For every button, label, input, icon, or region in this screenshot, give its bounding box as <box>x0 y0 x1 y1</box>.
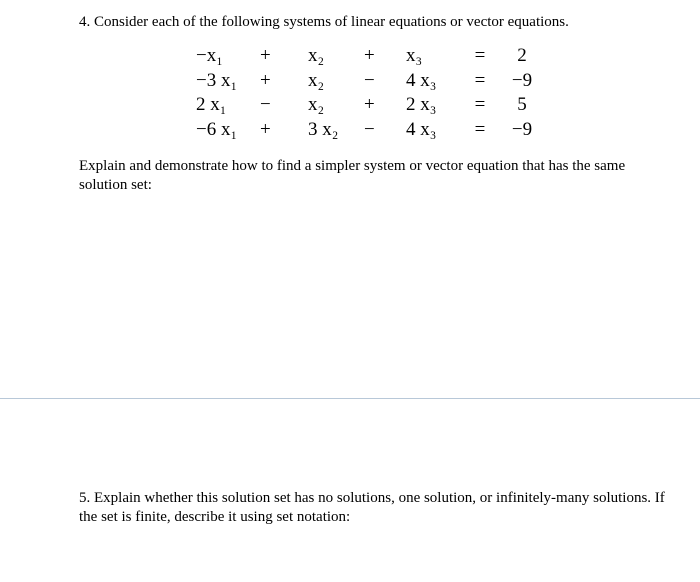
term-x1: −6 x₁ <box>196 118 238 140</box>
equation-row <box>196 118 542 143</box>
operator: + <box>364 45 375 66</box>
operator: + <box>260 118 271 140</box>
question-5-prompt: 5. Explain whether this solution set has no solutions, one solution, or infinitely-many solutions. If the set is finite, describe it using set notation: <box>79 490 665 525</box>
term-x3: 4 x₃ <box>406 69 437 91</box>
equation-row <box>196 44 542 69</box>
operator: − <box>260 94 271 115</box>
operator: − <box>364 69 375 91</box>
operator: + <box>260 69 271 91</box>
equals-sign: = <box>474 118 486 140</box>
operator: − <box>364 118 375 140</box>
section-divider <box>0 398 700 399</box>
operator: + <box>364 94 375 115</box>
equation-row <box>196 69 542 94</box>
question-4-prompt: 4. Consider each of the following systems of linear equations or vector equations. <box>79 14 569 30</box>
linear-system <box>196 44 542 142</box>
term-x1: 2 x₁ <box>196 94 227 115</box>
right-hand-side: 2 <box>517 45 527 66</box>
term-x1: −x₁ <box>196 45 223 66</box>
right-hand-side: −9 <box>511 118 533 140</box>
term-x3: 4 x₃ <box>406 118 437 140</box>
equation-row <box>196 93 542 118</box>
term-x3: 2 x₃ <box>406 94 437 115</box>
equals-sign: = <box>474 94 486 115</box>
term-x2: x₂ <box>308 45 325 66</box>
equals-sign: = <box>474 69 486 91</box>
equals-sign: = <box>474 45 486 66</box>
question-4-explain: Explain and demonstrate how to find a simpler system or vector equation that has the same solution set: <box>79 158 626 193</box>
right-hand-side: −9 <box>511 69 533 91</box>
term-x1: −3 x₁ <box>196 69 238 91</box>
operator: + <box>260 45 271 66</box>
term-x2: 3 x₂ <box>308 118 339 140</box>
right-hand-side: 5 <box>517 94 527 115</box>
term-x2: x₂ <box>308 94 325 115</box>
term-x3: x₃ <box>406 45 423 66</box>
term-x2: x₂ <box>308 69 325 91</box>
